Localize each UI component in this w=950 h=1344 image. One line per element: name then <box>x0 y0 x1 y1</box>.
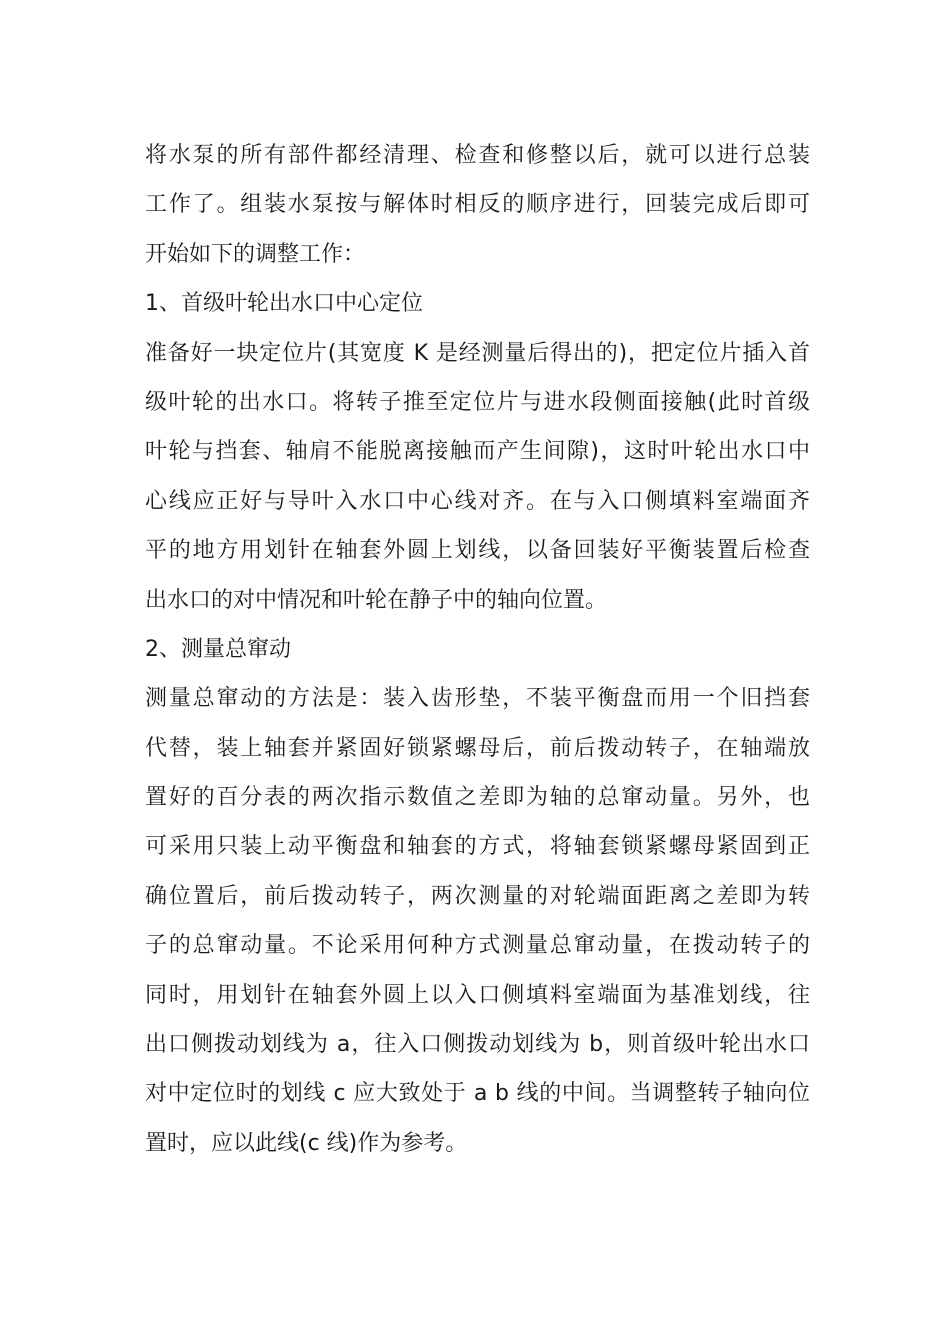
document-body <box>145 131 810 1168</box>
section2-line: 可采用只装上动平衡盘和轴套的方式，将轴套锁紧螺母紧固到正 <box>145 834 810 860</box>
section-heading-2: 2、测量总窜动 <box>145 636 291 662</box>
section2-line: 对中定位时的划线 c 应大致处于 a b 线的中间。当调整转子轴向位 <box>145 1081 810 1107</box>
section1-line: 平的地方用划针在轴套外圆上划线，以备回装好平衡装置后检查 <box>145 538 810 564</box>
section-heading-1: 1、首级叶轮出水口中心定位 <box>145 291 423 317</box>
intro-line: 工作了。组装水泵按与解体时相反的顺序进行，回装完成后即可 <box>145 192 810 218</box>
section1-line: 心线应正好与导叶入水口中心线对齐。在与入口侧填料室端面齐 <box>145 488 810 514</box>
section1-line: 叶轮与挡套、轴肩不能脱离接触而产生间隙)，这时叶轮出水口中 <box>145 439 810 465</box>
intro-line: 将水泵的所有部件都经清理、检查和修整以后，就可以进行总装 <box>145 143 810 168</box>
section2-line: 确位置后，前后拨动转子，两次测量的对轮端面距离之差即为转 <box>145 883 810 909</box>
section2-line: 子的总窜动量。不论采用何种方式测量总窜动量，在拨动转子的 <box>145 933 810 959</box>
section2-line: 测量总窜动的方法是：装入齿形垫，不装平衡盘而用一个旧挡套 <box>145 686 810 712</box>
section2-line: 置好的百分表的两次指示数值之差即为轴的总窜动量。另外，也 <box>145 785 810 811</box>
section2-line: 同时，用划针在轴套外圆上以入口侧填料室端面为基准划线，往 <box>145 982 810 1008</box>
intro-line: 开始如下的调整工作： <box>145 241 366 267</box>
section1-line: 准备好一块定位片(其宽度 K 是经测量后得出的)，把定位片插入首 <box>145 340 810 366</box>
section2-line: 出口侧拨动划线为 a，往入口侧拨动划线为 b，则首级叶轮出水口 <box>145 1032 810 1058</box>
section1-line: 级叶轮的出水口。将转子推至定位片与进水段侧面接触(此时首级 <box>145 389 810 415</box>
section1-line: 出水口的对中情况和叶轮在静子中的轴向位置。 <box>145 587 608 613</box>
section2-line: 置时，应以此线(c 线)作为参考。 <box>145 1130 468 1156</box>
section2-line: 代替，装上轴套并紧固好锁紧螺母后，前后拨动转子，在轴端放 <box>145 735 810 761</box>
